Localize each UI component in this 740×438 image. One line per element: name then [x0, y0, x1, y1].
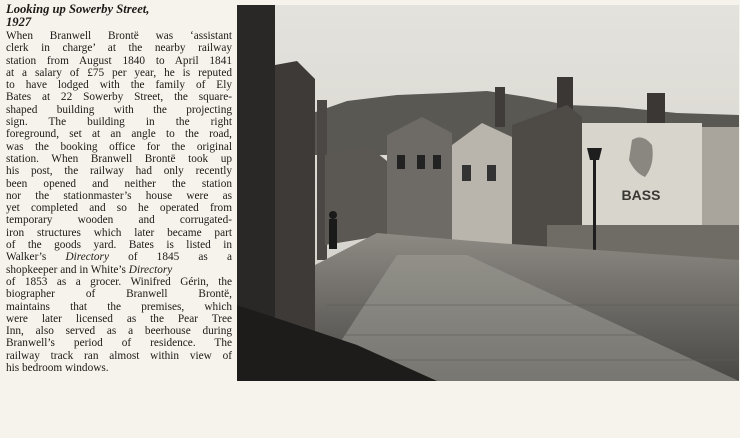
window — [433, 155, 441, 169]
body-line: to have lodged with the family of Ely — [6, 79, 232, 92]
wall-sign: BASS — [621, 187, 661, 203]
body-line: station. When Branwell Brontë took up — [6, 152, 232, 165]
title-line: 1927 — [6, 15, 32, 29]
body-line: his post, the railway had only recently — [6, 165, 232, 178]
body-line: temporary wooden and corrugated- — [6, 214, 232, 227]
article-body — [6, 30, 232, 374]
window — [487, 165, 496, 181]
article-title — [6, 3, 232, 29]
white-pre: shopkeeper and in White’s — [6, 263, 129, 276]
body-line: of 1853 as a grocer. Winifred Gérin, the — [6, 275, 232, 288]
body-line: were later licensed as the Pear Tree — [6, 312, 232, 325]
body-line: iron structures which later became part — [6, 226, 232, 239]
body-line: Branwell’s period of residence. The — [6, 337, 232, 350]
body-line: Inn, also served as a beerhouse during — [6, 325, 232, 338]
lamp-post — [593, 155, 596, 265]
title-line: Looking up Sowerby Street, — [6, 2, 150, 16]
street-figure-head — [329, 211, 337, 219]
body-line: nor the stationmaster’s house were as — [6, 189, 232, 202]
body-line: shaped building with the projecting — [6, 103, 232, 116]
body-line: sign. The building in the right — [6, 116, 232, 129]
white-directory: Directory — [128, 263, 173, 276]
body-line: maintains that the premises, which — [6, 300, 232, 313]
body-line: of the goods yard. Bates is listed in — [6, 239, 232, 252]
window — [417, 155, 425, 169]
body-line: clerk in charge’ at the nearby railway — [6, 42, 232, 55]
body-line: at a salary of £75 per year, he is reputed — [6, 66, 232, 79]
body-line: station from August 1840 to April 1841 — [6, 54, 232, 67]
chimney — [647, 93, 665, 123]
street-figure — [329, 219, 337, 249]
body-line — [6, 251, 232, 263]
body-line: foreground, set at an angle to the road, — [6, 128, 232, 141]
body-line: railway track ran almost within view of — [6, 349, 232, 362]
house-light — [452, 123, 512, 255]
window — [462, 165, 471, 181]
body-line: When Branwell Brontë was ‘assistant — [6, 30, 232, 42]
body-line: biographer of Branwell Brontë, — [6, 288, 232, 301]
body-line — [6, 264, 232, 276]
historic-street-photo — [237, 5, 739, 381]
walker-pre: Walker’s — [6, 251, 66, 264]
poster-board — [702, 127, 739, 229]
window — [397, 155, 405, 169]
body-line: was the booking office for the original — [6, 140, 232, 153]
chimney — [495, 87, 505, 127]
walker-post: of 1845 as a — [108, 251, 232, 264]
article-column — [6, 3, 232, 374]
body-line: his bedroom windows. — [6, 362, 109, 375]
walker-directory: Directory — [65, 251, 109, 264]
body-line: yet completed and so he operated from — [6, 202, 232, 215]
house-centre — [387, 117, 452, 240]
street-scene-illustration — [237, 5, 739, 381]
body-line: been opened and neither the station — [6, 177, 232, 190]
body-line: Bates at 22 Sowerby Street, the square- — [6, 91, 232, 104]
